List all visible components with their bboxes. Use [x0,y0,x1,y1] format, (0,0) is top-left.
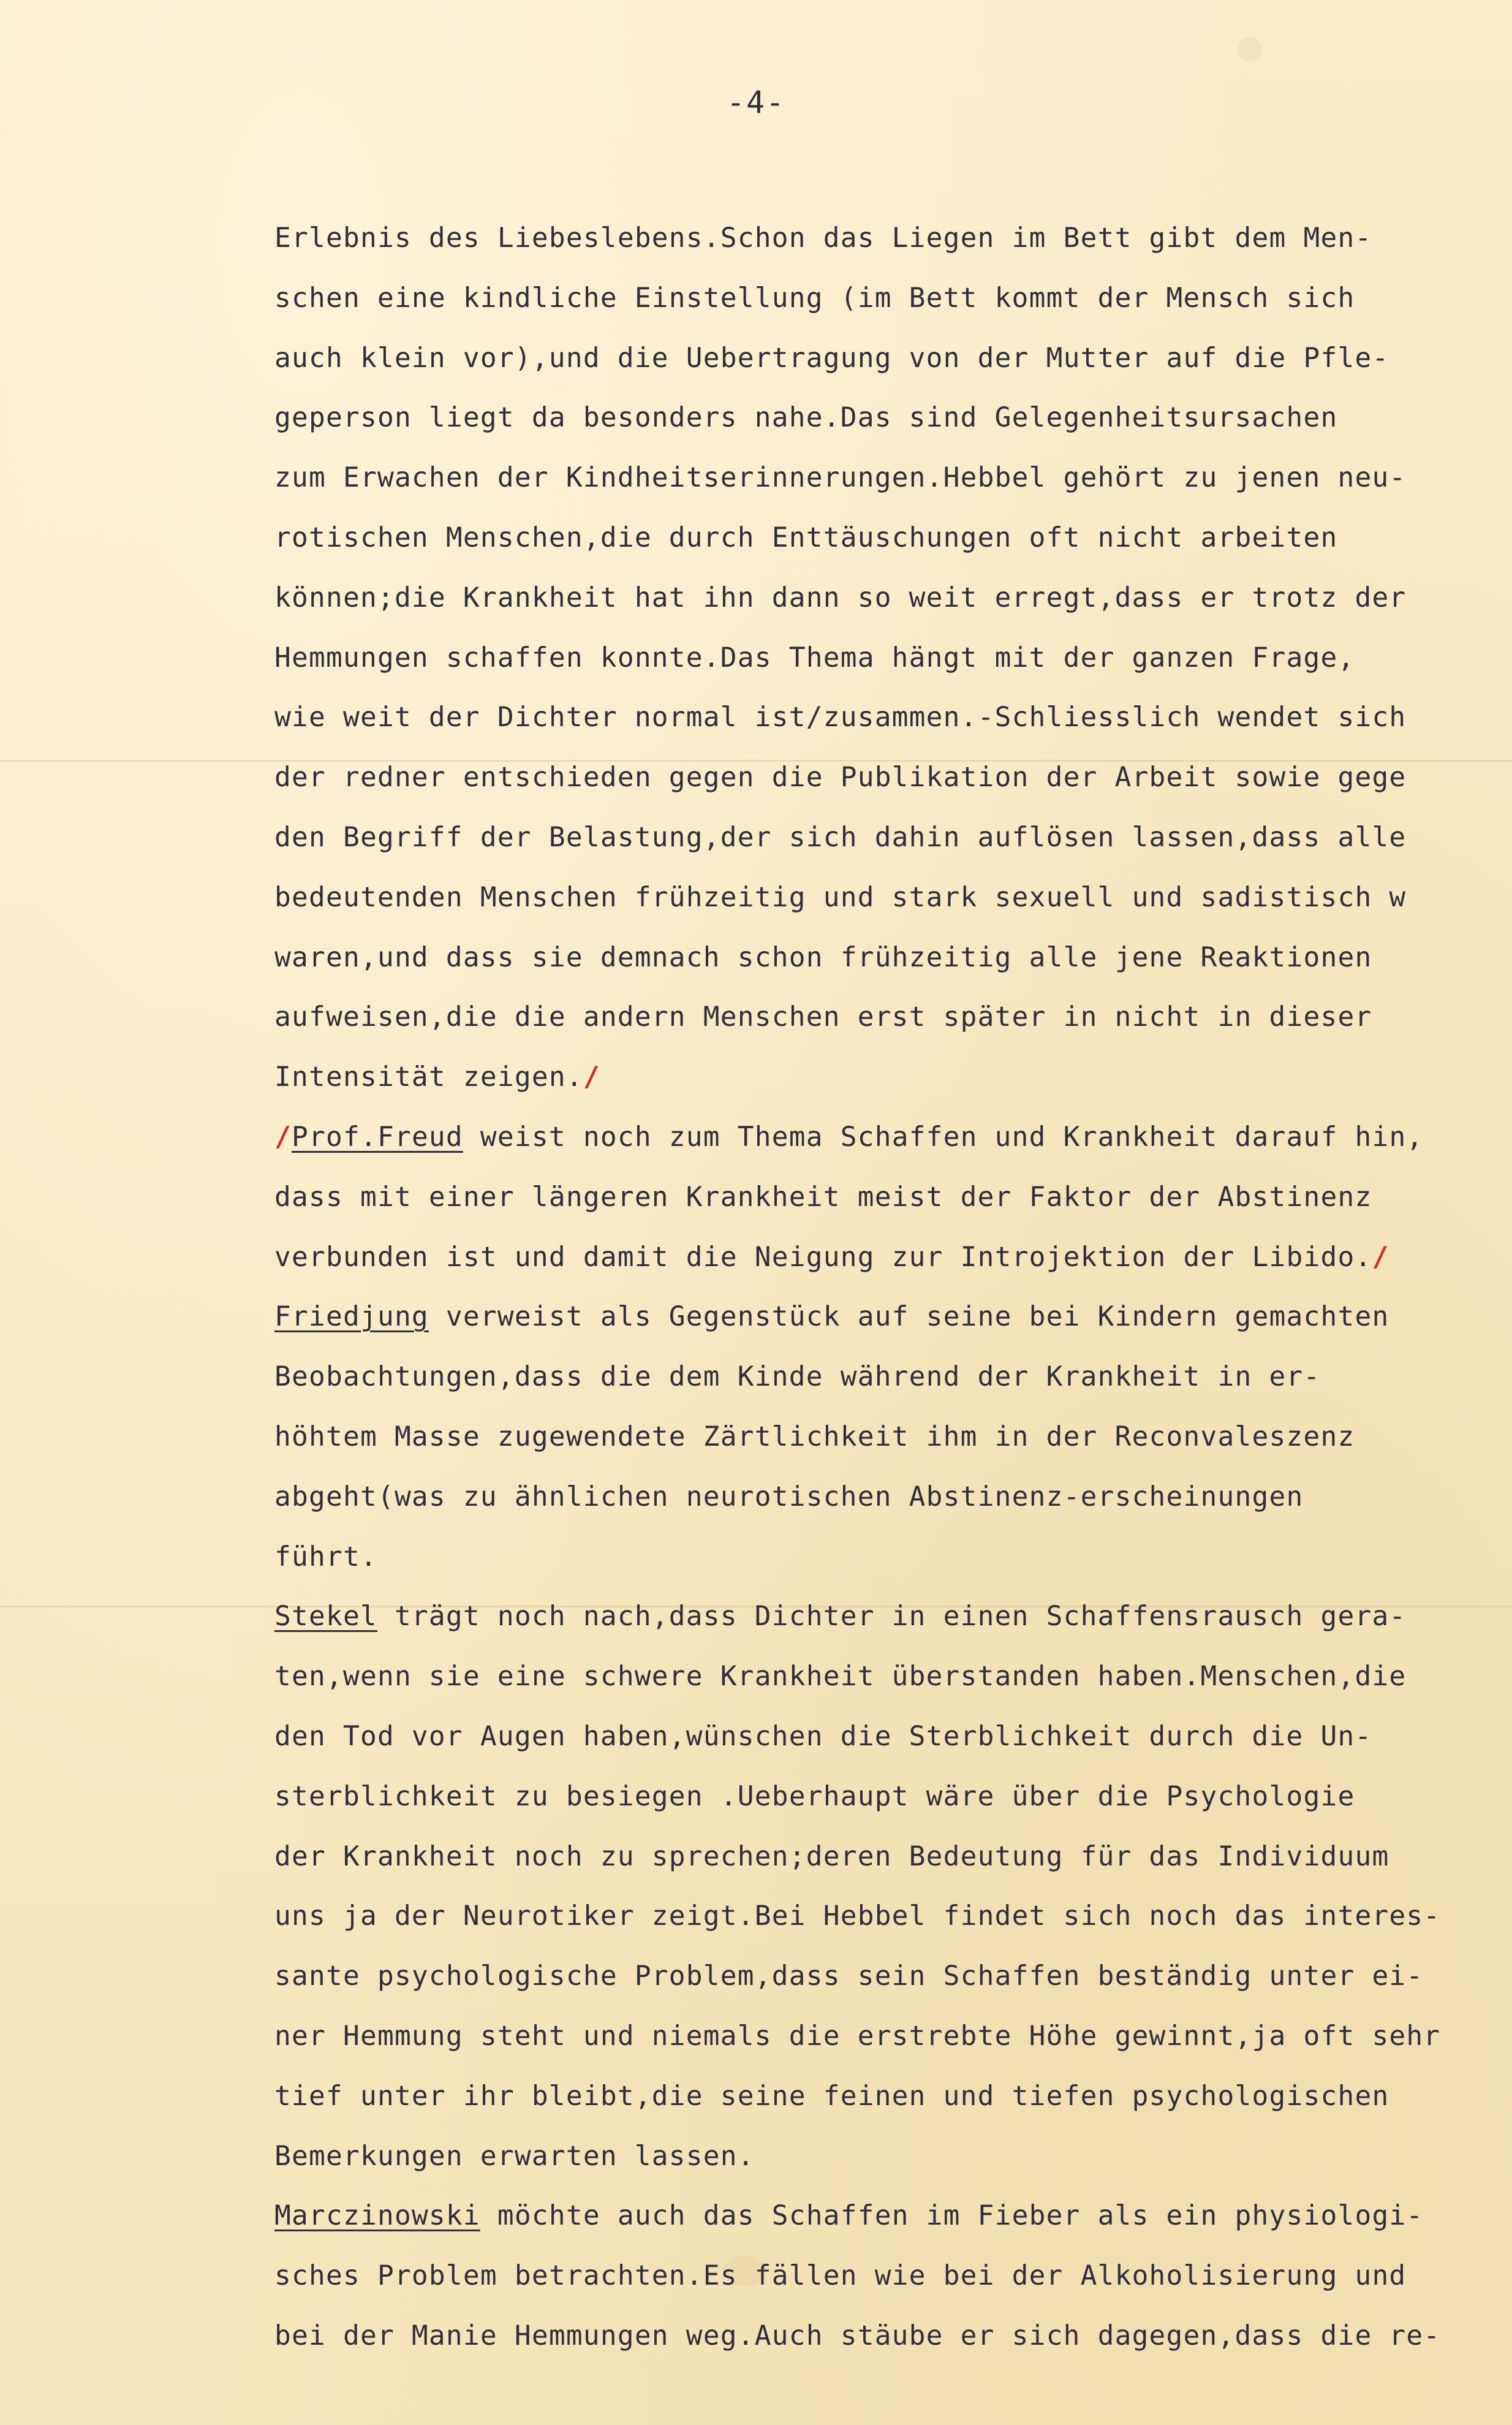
text-line [274,1107,1487,1167]
text-line [274,1886,1487,1946]
text-line [274,1167,1487,1228]
text-line [274,1287,1487,1347]
line-text: sterblichkeit zu besiegen .Ueberhaupt wäre über die Psychologie [274,1780,1355,1812]
text-line [274,2127,1487,2187]
line-text: Hemmungen schaffen konnte.Das Thema hängt mit der ganzen Frage, [274,642,1355,674]
line-text: den Begriff der Belastung,der sich dahin auflösen lassen,dass alle [274,821,1407,853]
line-text: waren,und dass sie demnach schon frühzeitig alle jene Reaktionen [274,941,1372,973]
text-line [274,268,1487,328]
text-line [274,1767,1487,1827]
line-text: höhtem Masse zugewendete Zärtlichkeit ihm in der Reconvaleszenz [274,1421,1355,1452]
line-text: trägt noch nach,dass Dichter in einen Schaffensrausch gera- [377,1601,1407,1633]
document-body [274,208,1487,2366]
line-text: rotischen Menschen,die durch Enttäuschungen oft nicht arbeiten [274,522,1338,553]
text-line [274,1827,1487,1887]
text-line [274,1946,1487,2006]
line-text: Intensität zeigen. [274,1061,583,1093]
text-line [274,688,1487,748]
line-text: ner Hemmung steht und niemals die erstrebte Höhe gewinnt,ja oft sehr [274,2020,1441,2052]
line-text: auch klein vor),und die Uebertragung von der Mutter auf die Pfle- [274,342,1389,374]
text-line [274,1228,1487,1288]
text-line [274,2006,1487,2066]
paper-stain [1238,37,1262,61]
red-margin-mark: / [274,1121,292,1153]
text-line [274,568,1487,628]
line-text: schen eine kindliche Einstellung (im Bett kommt der Mensch sich [274,282,1355,314]
text-line [274,508,1487,568]
line-text: Beobachtungen,dass die dem Kinde während der Krankheit in er- [274,1361,1321,1393]
text-line [274,1467,1487,1527]
line-text: bei der Manie Hemmungen weg.Auch stäube er sich dagegen,dass die re- [274,2320,1441,2351]
text-line [274,628,1487,688]
text-line [274,748,1487,808]
line-text: weist noch zum Thema Schaffen und Krankheit darauf hin, [463,1121,1424,1153]
line-text: sante psychologische Problem,dass sein Schaffen beständig unter ei- [274,1960,1424,1992]
text-line [274,2246,1487,2306]
text-line [274,808,1487,868]
red-margin-mark: / [583,1061,600,1093]
line-text: möchte auch das Schaffen im Fieber als ein physiologi- [480,2200,1424,2232]
text-line [274,987,1487,1047]
line-text: der Krankheit noch zu sprechen;deren Bedeutung für das Individuum [274,1840,1389,1872]
text-line [274,1047,1487,1107]
line-text: führt. [274,1541,377,1573]
text-line [274,1407,1487,1467]
text-line [274,1347,1487,1407]
line-text: zum Erwachen der Kindheitserinnerungen.Hebbel gehört zu jenen neu- [274,462,1407,494]
red-margin-mark: / [1372,1241,1389,1273]
line-text: geperson liegt da besonders nahe.Das sind Gelegenheitsursachen [274,402,1338,434]
text-line [274,208,1487,268]
text-line [274,328,1487,389]
text-line [274,1647,1487,1707]
text-line [274,2186,1487,2246]
text-line [274,928,1487,988]
line-text: abgeht(was zu ähnlichen neurotischen Abstinenz-erscheinungen [274,1481,1304,1512]
line-text: dass mit einer längeren Krankheit meist der Faktor der Abstinenz [274,1181,1372,1213]
text-line [274,448,1487,508]
line-text: sches Problem betrachten.Es fällen wie bei der Alkoholisierung und [274,2260,1407,2292]
text-line [274,868,1487,928]
speaker-name: Friedjung [274,1301,429,1333]
line-text: uns ja der Neurotiker zeigt.Bei Hebbel findet sich noch das interes- [274,1900,1441,1932]
page-number: -4- [726,85,786,120]
line-text: können;die Krankheit hat ihn dann so weit erregt,dass er trotz der [274,582,1407,613]
line-text: tief unter ihr bleibt,die seine feinen und tiefen psychologischen [274,2080,1389,2112]
line-text: den Tod vor Augen haben,wünschen die Sterblichkeit durch die Un- [274,1720,1372,1752]
text-line [274,2306,1487,2366]
line-text: Erlebnis des Liebeslebens.Schon das Liegen im Bett gibt dem Men- [274,222,1372,254]
line-text: verweist als Gegenstück auf seine bei Kindern gemachten [428,1301,1389,1333]
text-line [274,2066,1487,2127]
line-text: ten,wenn sie eine schwere Krankheit überstanden haben.Menschen,die [274,1661,1407,1693]
line-text: verbunden ist und damit die Neigung zur Introjektion der Libido. [274,1241,1372,1273]
text-line [274,1707,1487,1767]
text-line [274,388,1487,448]
line-text: wie weit der Dichter normal ist/zusammen.-Schliesslich wendet sich [274,702,1407,734]
text-line [274,1527,1487,1587]
line-text: der redner entschieden gegen die Publikation der Arbeit sowie gege [274,762,1407,794]
line-text: bedeutenden Menschen frühzeitig und stark sexuell und sadistisch w [274,881,1407,913]
text-line [274,1587,1487,1647]
line-text: Bemerkungen erwarten lassen. [274,2140,755,2172]
speaker-name: Stekel [274,1601,377,1633]
speaker-name: Prof.Freud [292,1121,463,1153]
line-text: aufweisen,die die andern Menschen erst später in nicht in dieser [274,1001,1372,1033]
speaker-name: Marczinowski [274,2200,480,2232]
